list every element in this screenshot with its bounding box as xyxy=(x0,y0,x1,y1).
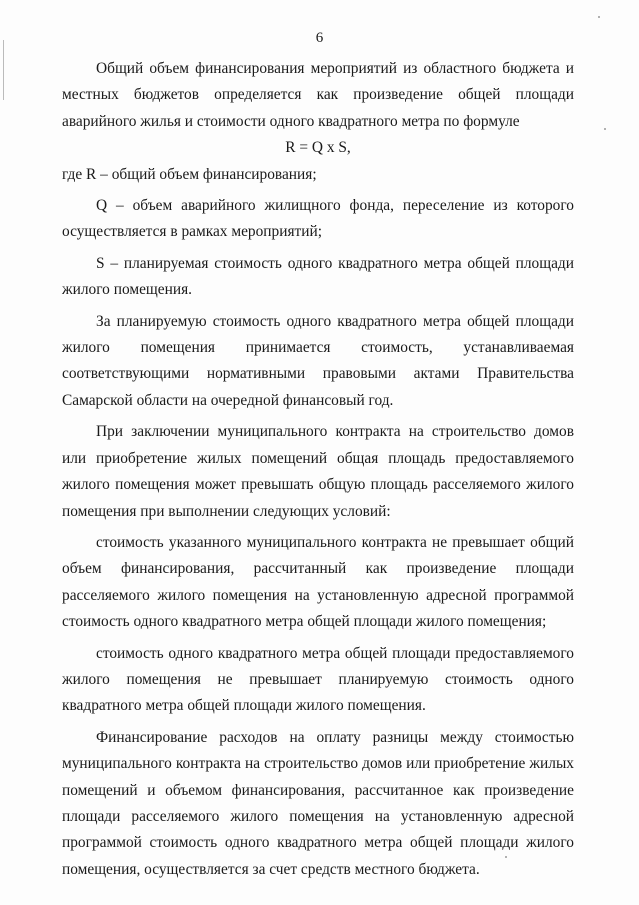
paragraph-local-budget-funding: Финансирование расходов на оплату разницы между стоимостью муниципального контракта на строительство домов или приобретение жилых помещений и объемом финансирования, рассчитанное как произведение площади расселяемого жилого помещения на установленную адресной программой стоимость одного квадратного метра общей площади жилого помещения, осуществляется за счет средств местного бюджета. xyxy=(62,728,574,878)
scan-speck xyxy=(598,16,600,18)
paragraph-funding-formula-intro: Общий объем финансирования мероприятий из областного бюджета и местных бюджетов определяется как произведение общей площади аварийного жилья и стоимости одного квадратного метра по формуле xyxy=(62,60,574,130)
page-number: 6 xyxy=(315,30,324,46)
paragraph-definition-r: где R – общий объем финансирования; xyxy=(62,165,317,183)
scan-edge-mark xyxy=(3,40,4,100)
formula: R = Q x S, xyxy=(285,139,351,157)
scan-speck xyxy=(604,128,606,130)
paragraph-definition-s: S – планируемая стоимость одного квадратного метра общей площади жилого помещения. xyxy=(62,254,574,299)
document-body xyxy=(62,56,574,883)
paragraph-planned-cost: За планируемую стоимость одного квадратного метра общей площади жилого помещения принимается стоимость, устанавливаемая соответствующими нормативными правовыми актами Правительства Самарской области на очередной финансовый год. xyxy=(62,312,574,409)
paragraph-definition-q: Q – объем аварийного жилищного фонда, переселение из которого осуществляется в рамках мероприятий; xyxy=(62,197,574,241)
paragraph-condition-1: стоимость указанного муниципального контракта не превышает общий объем финансирования, рассчитанный как произведение площади расселяемого жилого помещения на установленную адресной программой стоимость одного квадратного метра общей площади жилого помещения; xyxy=(62,533,574,631)
paragraph-condition-2: стоимость одного квадратного метра общей площади предоставляемого жилого помещения не превышает планируемую стоимость одного квадратного метра общей площади жилого помещения. xyxy=(62,644,574,715)
paragraph-contract-conditions: При заключении муниципального контракта на строительство домов или приобретение жилых помещений общая площадь предоставляемого жилого помещения может превышать общую площадь расселяемого жилого помещения при выполнении следующих условий: xyxy=(62,423,574,520)
